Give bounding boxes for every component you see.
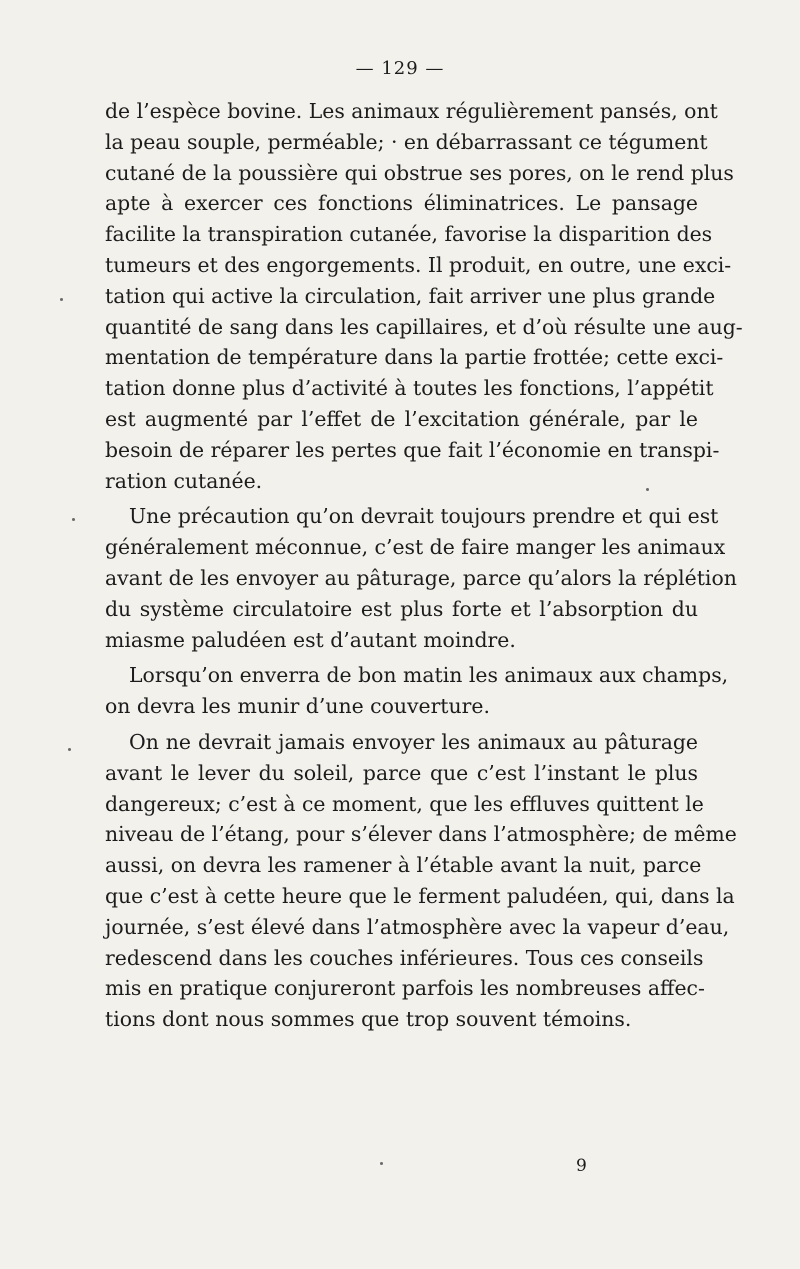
body-text — [105, 96, 743, 1035]
text-line: Lorsqu’on enverra de bon matin les animaux aux champs, — [129, 663, 729, 688]
text-line: ration cutanée. — [105, 468, 263, 493]
paragraph — [105, 660, 729, 722]
text-line: cutané de la poussière qui obstrue ses pores, on le rend plus — [105, 160, 734, 185]
ink-speck — [72, 518, 75, 521]
text-line: tumeurs et des engorgements. Il produit, en outre, une exci- — [105, 252, 732, 277]
paragraph — [105, 96, 743, 496]
text-line: généralement méconnue, c’est de faire manger les animaux — [105, 535, 726, 560]
text-line: tation qui active la circulation, fait arriver une plus grande — [105, 283, 716, 308]
ink-speck — [68, 748, 71, 751]
text-line: du système circulatoire est plus forte et l’absorption du — [105, 596, 698, 621]
text-line: tions dont nous sommes que trop souvent témoins. — [105, 1007, 632, 1032]
ink-speck — [380, 1162, 383, 1165]
text-line: miasme paludéen est d’autant moindre. — [105, 627, 516, 652]
ink-speck — [60, 298, 63, 301]
text-line: avant de les envoyer au pâturage, parce qu’alors la réplétion — [105, 565, 737, 590]
text-line: que c’est à cette heure que le ferment paludéen, qui, dans la — [105, 883, 735, 908]
text-line: la peau souple, perméable; · en débarrassant ce tégument — [105, 129, 708, 154]
text-line: de l’espèce bovine. Les animaux régulièrement pansés, ont — [105, 99, 718, 123]
paragraph — [105, 501, 737, 655]
text-line: besoin de réparer les pertes que fait l’économie en transpi- — [105, 437, 720, 462]
text-line: tation donne plus d’activité à toutes les fonctions, l’appétit — [105, 376, 714, 401]
text-line: avant le lever du soleil, parce que c’est l’instant le plus — [105, 760, 698, 785]
text-line: dangereux; c’est à ce moment, que les effluves quittent le — [105, 791, 704, 816]
text-line: On ne devrait jamais envoyer les animaux au pâturage — [129, 729, 698, 754]
signature-mark: 9 — [576, 1156, 587, 1176]
text-line: est augmenté par l’effet de l’excitation générale, par le — [105, 406, 698, 431]
paragraph — [105, 727, 737, 1035]
text-line: redescend dans les couches inférieures. Tous ces conseils — [105, 945, 704, 970]
text-line: quantité de sang dans les capillaires, et d’où résulte une aug- — [105, 314, 743, 339]
ink-speck — [646, 488, 649, 491]
text-line: mentation de température dans la partie frottée; cette exci- — [105, 345, 724, 370]
text-line: on devra les munir d’une couverture. — [105, 694, 490, 719]
text-line: niveau de l’étang, pour s’élever dans l’atmosphère; de même — [105, 822, 737, 847]
text-line: aussi, on devra les ramener à l’étable avant la nuit, parce — [105, 853, 702, 878]
text-line: facilite la transpiration cutanée, favorise la disparition des — [105, 222, 713, 247]
text-line: Une précaution qu’on devrait toujours prendre et qui est — [129, 504, 719, 529]
text-line: journée, s’est élevé dans l’atmosphère avec la vapeur d’eau, — [105, 914, 730, 939]
text-line: apte à exercer ces fonctions éliminatrices. Le pansage — [105, 191, 698, 216]
page-number: — 129 — — [355, 58, 445, 79]
text-line: mis en pratique conjureront parfois les nombreuses affec- — [105, 976, 705, 1001]
